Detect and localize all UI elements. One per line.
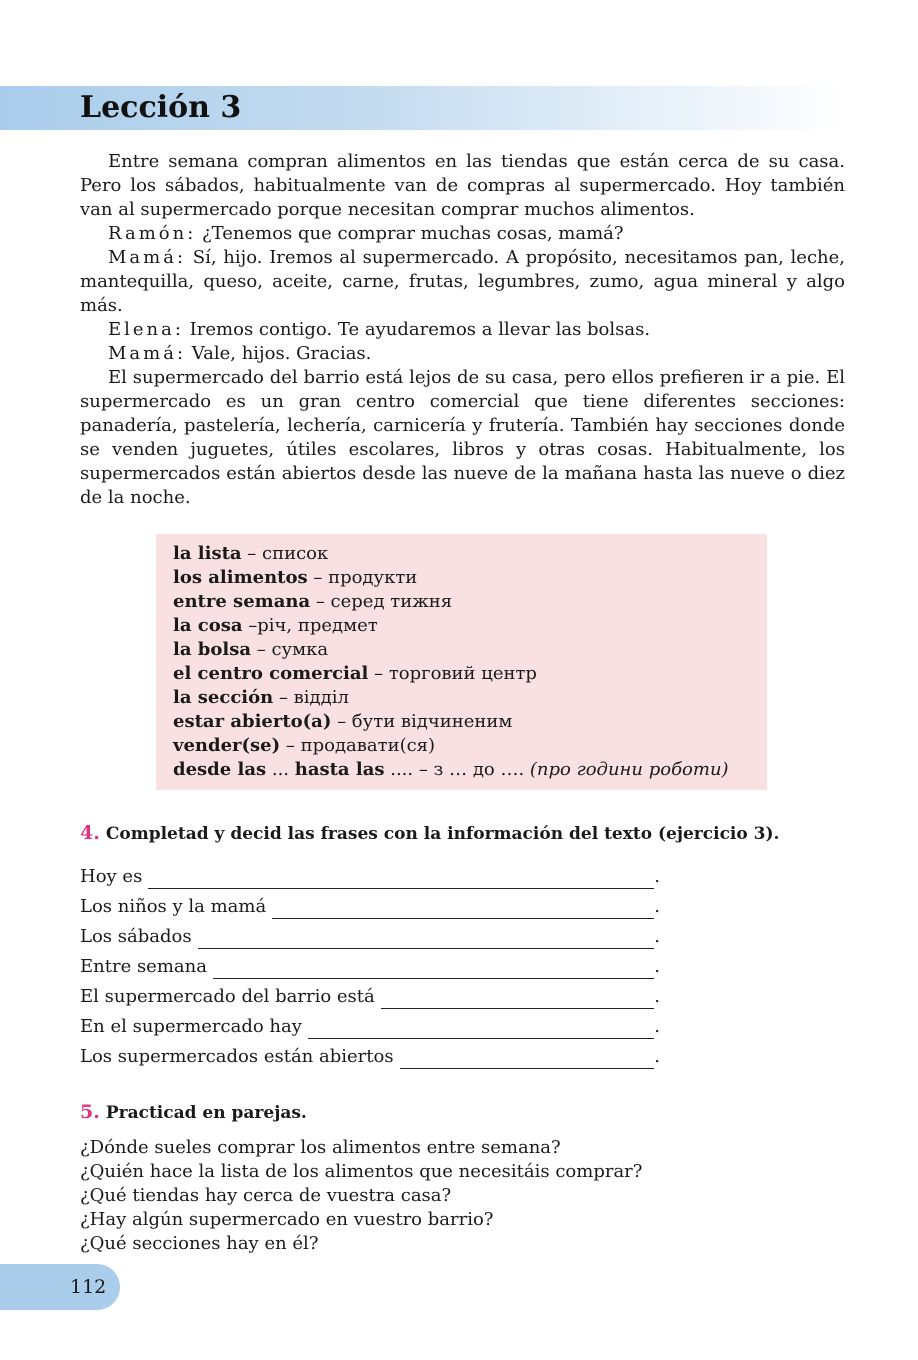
fill-in-sentence [80, 949, 660, 979]
sentence-period: . [654, 926, 660, 947]
vocab-entry [173, 542, 750, 566]
dialogue-text: Sí, hijo. Iremos al supermercado. A propósito, necesitamos pan, leche, mantequilla, queso, aceite, carne, frutas, legumbres, zumo, agua mineral y algo más. [80, 247, 845, 316]
vocab-term: la lista [173, 543, 242, 564]
vocab-entry [173, 734, 750, 758]
exercise-instruction: Completad y decid las frases con la información del texto (ejercicio 3). [105, 824, 780, 844]
vocab-translation: .... – з … до …. [384, 759, 530, 780]
sentence-start: Entre semana [80, 956, 207, 977]
supermarket-paragraph: El supermercado del barrio está lejos de su casa, pero ellos prefieren ir a pie. El supermercado es un gran centro comercial que tiene diferentes secciones: panadería, pastelería, lechería, carnicería y frutería. También hay secciones donde se venden juguetes, útiles escolares, libros y otras cosas. Habitualmente, los supermercados están abiertos desde las nueve de la mañana hasta las nueve o diez de la noche. [80, 367, 845, 508]
question-item: ¿Dónde sueles comprar los alimentos entre semana? [80, 1137, 561, 1158]
vocab-term: vender(se) [173, 735, 281, 756]
fill-in-sentence [80, 889, 660, 919]
question-list [80, 1136, 845, 1256]
vocab-entry [173, 614, 750, 638]
vocab-translation: – серед тижня [310, 591, 453, 612]
fill-in-list [80, 859, 845, 1069]
vocab-term: la sección [173, 687, 274, 708]
vocab-translation: – торговий центр [368, 663, 537, 684]
answer-blank[interactable] [272, 898, 654, 919]
sentence-period: . [654, 1046, 660, 1067]
vocab-entry [173, 758, 750, 782]
dialogue-line [80, 222, 845, 246]
page-number-badge [0, 1264, 120, 1310]
vocab-translation: – продукти [307, 567, 418, 588]
exercise-4-heading [80, 822, 845, 845]
vocab-entry [173, 686, 750, 710]
sentence-start: Los supermercados están abiertos [80, 1046, 394, 1067]
dialogue-line [80, 246, 845, 318]
exercise-instruction: Practicad en parejas. [105, 1103, 307, 1123]
dialogue-text: Vale, hijos. Gracias. [191, 343, 372, 364]
vocab-entry [173, 590, 750, 614]
vocab-translation: – бути відчиненим [331, 711, 513, 732]
fill-in-sentence [80, 1009, 660, 1039]
vocab-translation: – відділ [273, 687, 349, 708]
speaker-name: Mamá: [108, 247, 187, 268]
question-item: ¿Quién hace la lista de los alimentos que necesitáis comprar? [80, 1161, 643, 1182]
question-item: ¿Qué tiendas hay cerca de vuestra casa? [80, 1185, 452, 1206]
answer-blank[interactable] [381, 988, 655, 1009]
sentence-period: . [654, 866, 660, 887]
vocab-note: (про години роботи) [529, 759, 729, 780]
fill-in-sentence [80, 1039, 660, 1069]
vocab-term: estar abierto(a) [173, 711, 332, 732]
sentence-start: Los sábados [80, 926, 192, 947]
dialogue-line [80, 342, 845, 366]
page-number: 112 [70, 1276, 107, 1298]
vocab-term: la cosa [173, 615, 243, 636]
fill-in-sentence [80, 919, 660, 949]
answer-blank[interactable] [400, 1048, 655, 1069]
vocab-term: desde las [173, 759, 267, 780]
speaker-name: Mamá: [108, 343, 187, 364]
vocab-translation: –річ, предмет [242, 615, 378, 636]
answer-blank[interactable] [308, 1018, 654, 1039]
intro-paragraph: Entre semana compran alimentos en las tiendas que están cerca de su casa. Pero los sábados, habitualmente van de compras al supermercado. Hoy también van al supermercado porque necesitan comprar muchos alimentos. [80, 151, 845, 220]
question-item: ¿Hay algún supermercado en vuestro barrio? [80, 1209, 494, 1230]
sentence-period: . [654, 986, 660, 1007]
speaker-name: Ramón: [108, 223, 197, 244]
answer-blank[interactable] [213, 958, 654, 979]
exercise-number: 4. [80, 822, 100, 844]
vocab-translation: – сумка [251, 639, 329, 660]
answer-blank[interactable] [148, 868, 654, 889]
vocab-translation: – продавати(ся) [280, 735, 436, 756]
exercise-number: 5. [80, 1101, 100, 1123]
vocabulary-box [156, 534, 767, 790]
speaker-name: Elena: [108, 319, 184, 340]
dialogue-line [80, 318, 845, 342]
fill-in-sentence [80, 979, 660, 1009]
vocab-term: entre semana [173, 591, 311, 612]
vocab-term: hasta las [294, 759, 385, 780]
vocab-entry [173, 566, 750, 590]
vocab-entry [173, 710, 750, 734]
vocab-term: el centro comercial [173, 663, 369, 684]
answer-blank[interactable] [198, 928, 655, 949]
vocab-term: la bolsa [173, 639, 251, 660]
sentence-start: Hoy es [80, 866, 143, 887]
sentence-period: . [654, 956, 660, 977]
vocab-entry [173, 662, 750, 686]
fill-in-sentence [80, 859, 660, 889]
dialogue-text: ¿Tenemos que comprar muchas cosas, mamá? [202, 223, 624, 244]
page-content [80, 150, 845, 1256]
exercise-5-heading [80, 1101, 845, 1124]
dialogue-text: Iremos contigo. Te ayudaremos a llevar las bolsas. [189, 319, 651, 340]
vocab-entry [173, 638, 750, 662]
question-item: ¿Qué secciones hay en él? [80, 1233, 319, 1254]
vocab-ellipsis: ... [266, 759, 295, 780]
vocab-translation: – список [241, 543, 329, 564]
lesson-title: Lección 3 [80, 90, 242, 125]
sentence-start: En el supermercado hay [80, 1016, 302, 1037]
sentence-period: . [654, 1016, 660, 1037]
sentence-period: . [654, 896, 660, 917]
vocab-term: los alimentos [173, 567, 308, 588]
sentence-start: El supermercado del barrio está [80, 986, 375, 1007]
sentence-start: Los niños y la mamá [80, 896, 267, 917]
